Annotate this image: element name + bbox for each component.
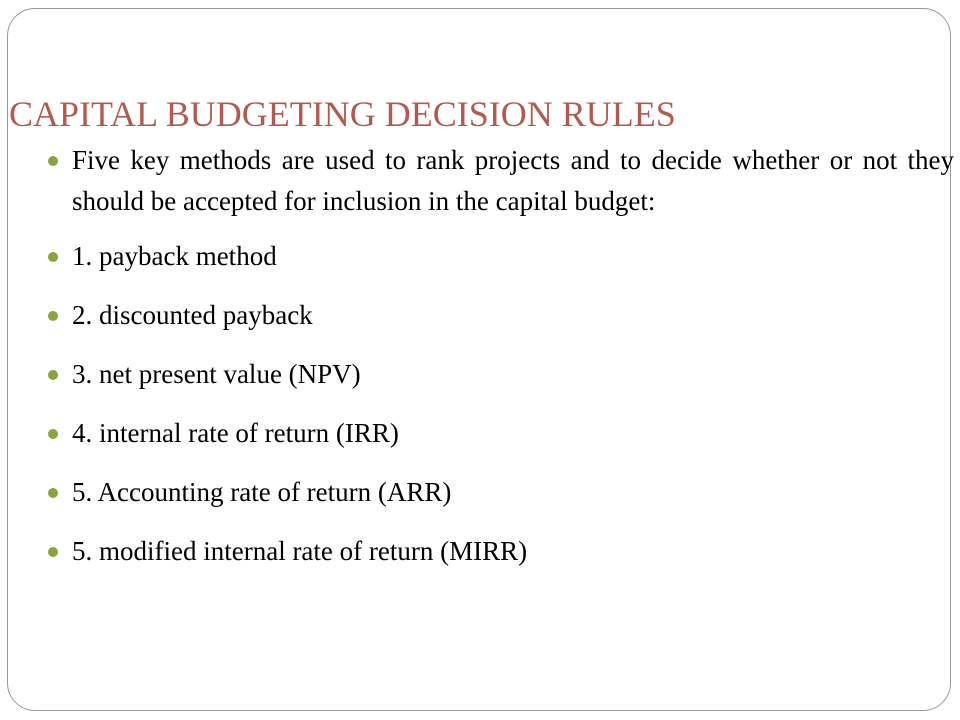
bullet-dot-icon [48, 547, 58, 557]
bullet-dot-icon [48, 156, 58, 166]
bullet-item-payback [48, 236, 954, 277]
bullet-item-npv [48, 354, 954, 395]
bullet-list [48, 140, 954, 590]
bullet-dot-icon [48, 311, 58, 321]
bullet-item-discounted-payback [48, 295, 954, 336]
bullet-dot-icon [48, 370, 58, 380]
bullet-item-intro [48, 140, 954, 222]
bullet-text: 5. modified internal rate of return (MIRR) [72, 536, 528, 566]
bullet-text: 2. discounted payback [72, 300, 313, 330]
bullet-item-irr [48, 413, 954, 454]
bullet-text: 5. Accounting rate of return (ARR) [72, 477, 452, 507]
bullet-text: 4. internal rate of return (IRR) [72, 418, 399, 448]
bullet-text: Five key methods are used to rank projects and to decide whether or not they should be accepted for inclusion in the capital budget: [72, 145, 954, 216]
bullet-dot-icon [48, 429, 58, 439]
bullet-dot-icon [48, 488, 58, 498]
bullet-item-arr [48, 472, 954, 513]
slide-title: CAPITAL BUDGETING DECISION RULES [9, 94, 676, 134]
bullet-text: 3. net present value (NPV) [72, 359, 361, 389]
bullet-item-mirr [48, 531, 954, 572]
bullet-text: 1. payback method [72, 241, 277, 271]
bullet-dot-icon [48, 252, 58, 262]
